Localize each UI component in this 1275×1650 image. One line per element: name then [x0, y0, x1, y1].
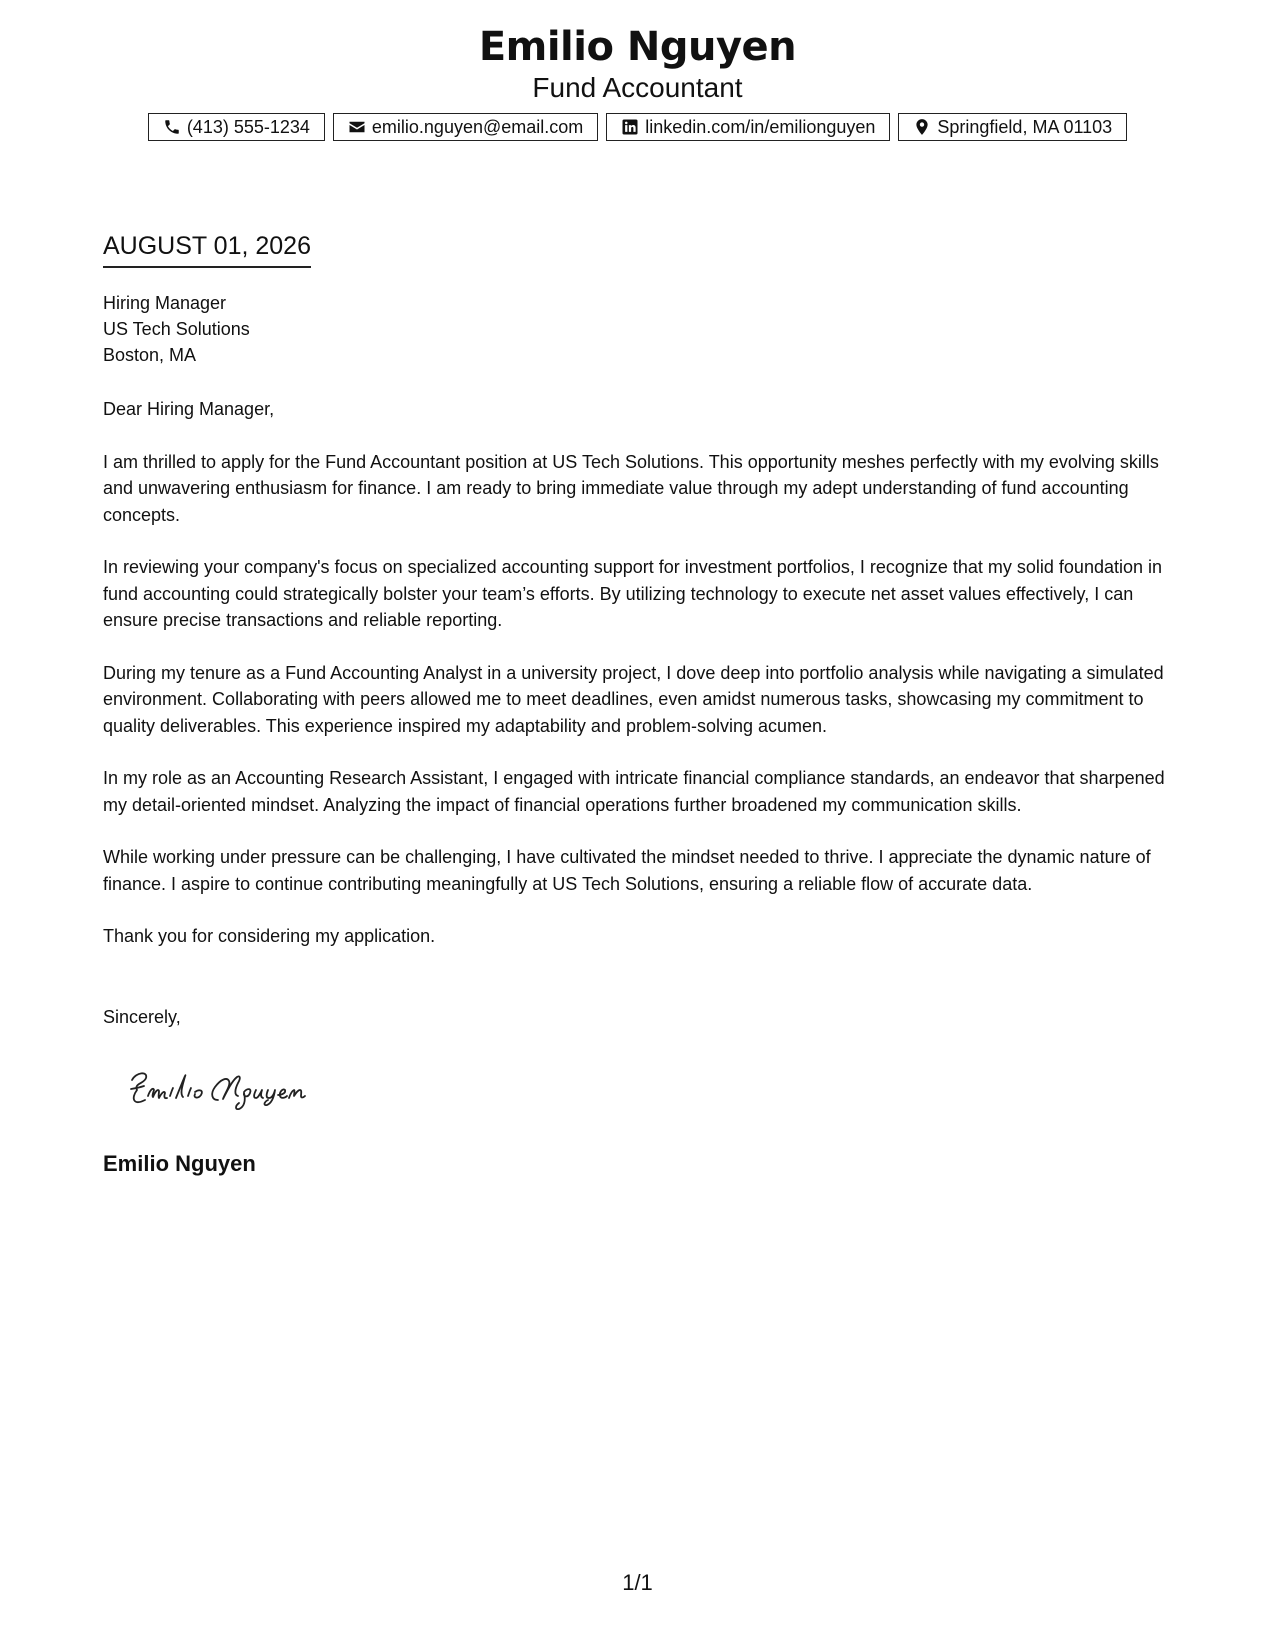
body-paragraph: In my role as an Accounting Research Assistant, I engaged with intricate financial compliance standards, an endeavor that sharpened my detail-oriented mindset. Analyzing the impact of financial operations further broadened my communication skills.	[103, 768, 1165, 815]
contact-linkedin[interactable]	[606, 113, 890, 141]
body-paragraph: I am thrilled to apply for the Fund Accountant position at US Tech Solutions. This opportunity meshes perfectly with my evolving skills and unwavering enthusiasm for finance. I am ready to bring immediate value through my adept understanding of fund accounting concepts.	[103, 451, 1159, 525]
envelope-icon	[348, 118, 366, 136]
map-pin-icon	[913, 118, 931, 136]
page-number: 1/1	[622, 1570, 653, 1595]
body-paragraph: During my tenure as a Fund Accounting Analyst in a university project, I dove deep into portfolio analysis while navigating a simulated environment. Collaborating with peers allowed me to meet deadlines, even amidst numerous tasks, showcasing my commitment to quality deliverables. This experience inspired my adaptability and problem-solving acumen.	[103, 662, 1164, 736]
body-paragraph: While working under pressure can be challenging, I have cultivated the mindset needed to thrive. I appreciate the dynamic nature of finance. I aspire to continue contributing meaningfully at US Tech Solutions, ensuring a reliable flow of accurate data.	[103, 847, 1151, 894]
contact-location-text: Springfield, MA 01103	[937, 117, 1113, 137]
contact-phone[interactable]	[148, 113, 325, 141]
applicant-title: Fund Accountant	[532, 72, 743, 103]
linkedin-icon	[621, 118, 639, 136]
phone-icon	[163, 118, 181, 136]
signer-name: Emilio Nguyen	[103, 1151, 256, 1176]
recipient-name: Hiring Manager	[103, 293, 227, 313]
contact-bar	[0, 113, 1275, 141]
closing: Sincerely,	[103, 1007, 181, 1027]
recipient-location: Boston, MA	[103, 345, 197, 365]
applicant-name: Emilio Nguyen	[478, 24, 797, 70]
contact-location[interactable]	[898, 113, 1127, 141]
handwritten-signature	[118, 1058, 348, 1114]
contact-email[interactable]	[333, 113, 598, 141]
thank-you-line: Thank you for considering my application.	[103, 926, 436, 946]
salutation: Dear Hiring Manager,	[103, 399, 275, 419]
contact-email-text: emilio.nguyen@email.com	[371, 117, 584, 137]
letter-date: AUGUST 01, 2026	[103, 231, 311, 268]
contact-phone-text: (413) 555-1234	[186, 117, 310, 137]
letter-header	[0, 22, 1275, 104]
body-paragraph: In reviewing your company's focus on specialized accounting support for investment portfolios, I recognize that my solid foundation in fund accounting could strategically bolster your team’s efforts. By utilizing technology to execute net asset values effectively, I can ensure precise transactions and reliable reporting.	[103, 557, 1163, 630]
contact-linkedin-text: linkedin.com/in/emilionguyen	[645, 117, 876, 137]
recipient-company: US Tech Solutions	[103, 319, 250, 339]
recipient-block	[103, 290, 250, 368]
letter-body	[103, 396, 1183, 976]
